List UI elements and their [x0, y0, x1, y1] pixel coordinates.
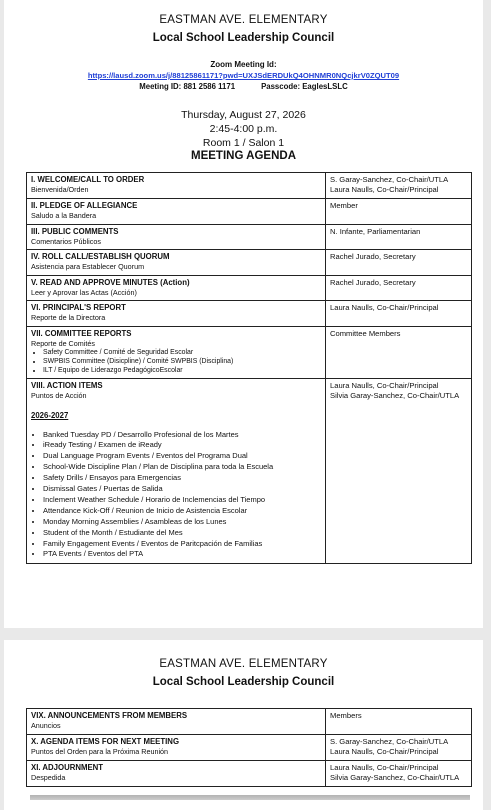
agenda-item-title: VIX. ANNOUNCEMENTS FROM MEMBERS: [31, 711, 188, 720]
school-name-page2: EASTMAN AVE. ELEMENTARY: [159, 658, 328, 670]
school-year-heading: 2026-2027: [31, 410, 69, 420]
responsible-cell: [326, 199, 472, 225]
agenda-row: [27, 224, 472, 250]
agenda-row: [27, 760, 472, 786]
agenda-item-subtitle: Puntos del Orden para la Próxima Reunión: [31, 746, 169, 756]
agenda-item-cell: [27, 173, 326, 199]
meeting-date-block: [4, 108, 483, 150]
agenda-item-cell: [27, 250, 326, 276]
responsible-person: Members: [330, 711, 362, 720]
agenda-item-title: X. AGENDA ITEMS FOR NEXT MEETING: [31, 736, 180, 746]
agenda-item-subtitle: Reporte de la Directora: [31, 313, 106, 322]
agenda-bullet-list: [31, 430, 321, 561]
responsible-person: S. Garay-Sanchez, Co-Chair/UTLA: [330, 736, 449, 746]
agenda-item-cell: [27, 709, 326, 735]
responsible-person: Rachel Jurado, Secretary: [330, 252, 416, 261]
agenda-item-subtitle: Bienvenida/Orden: [31, 185, 89, 194]
responsible-cell: [326, 250, 472, 276]
next-page-edge: [30, 795, 470, 800]
responsible-cell: [326, 224, 472, 250]
zoom-link[interactable]: https://lausd.zoom.us/j/88125861171?pwd=UXJSdERDUkQ4OHNMR0NQcjkrV0ZQUT09: [87, 71, 400, 80]
meeting-date: Thursday, August 27, 2026: [181, 109, 306, 121]
meeting-time: 2:45-4:00 p.m.: [209, 123, 278, 135]
agenda-row: [27, 173, 472, 199]
agenda-row: [27, 199, 472, 225]
responsible-person: Laura Naulls, Co-Chair/Principal: [330, 762, 439, 772]
agenda-row: [27, 250, 472, 276]
list-item: • Safety Drills / Ensayos para Emergencias: [43, 473, 321, 484]
agenda-row: [27, 734, 472, 760]
agenda-table-page2: [26, 708, 472, 787]
zoom-ids: [4, 82, 483, 91]
agenda-item-title: I. WELCOME/CALL TO ORDER: [31, 175, 145, 184]
agenda-table: [26, 172, 472, 564]
agenda-item-subtitle: Anuncios: [31, 721, 61, 730]
council-name-page2: Local School Leadership Council: [152, 676, 335, 688]
agenda-item-title: II. PLEDGE OF ALLEGIANCE: [31, 201, 138, 210]
meeting-room: Room 1 / Salon 1: [202, 137, 285, 149]
list-item: • Family Engagement Events / Eventos de Paritcpación de Familias: [43, 539, 321, 550]
agenda-item-cell: [27, 326, 326, 379]
passcode: Passcode: EaglesLSLC: [261, 82, 348, 91]
agenda-item-subtitle: Comentarios Públicos: [31, 236, 101, 246]
list-item: • iReady Testing / Examen de iReady: [43, 440, 321, 451]
responsible-person: Member: [330, 201, 358, 210]
council-name: Local School Leadership Council: [152, 32, 335, 44]
agenda-row: [27, 301, 472, 327]
meeting-id: Meeting ID: 881 2586 1171: [139, 82, 236, 91]
list-item: • Inclement Weather Schedule / Horario de Inclemencias del Tiempo: [43, 495, 321, 506]
agenda-bullet-list: [31, 348, 321, 375]
list-item: • Attendance Kick-Off / Reunion de Inicio de Asistencia Escolar: [43, 506, 321, 517]
responsible-person: Laura Naulls, Co-Chair/Principal: [330, 303, 439, 312]
list-item: • Monday Morning Assemblies / Asambleas de los Lunes: [43, 517, 321, 528]
responsible-person: S. Garay-Sanchez, Co-Chair/UTLA: [330, 175, 449, 184]
agenda-row: [27, 379, 472, 564]
page-divider: [0, 628, 491, 640]
agenda-page-2: [4, 640, 483, 810]
responsible-person: Laura Naulls, Co-Chair/Principal: [330, 185, 439, 194]
responsible-person: N. Infante, Parliamentarian: [330, 226, 421, 236]
school-name: EASTMAN AVE. ELEMENTARY: [159, 14, 328, 26]
agenda-row: [27, 709, 472, 735]
responsible-person: Rachel Jurado, Secretary: [330, 277, 416, 287]
agenda-item-subtitle: Puntos de Acción: [31, 391, 87, 400]
agenda-item-cell: [27, 224, 326, 250]
agenda-item-title: VI. PRINCIPAL'S REPORT: [31, 303, 126, 312]
agenda-item-cell: [27, 760, 326, 786]
agenda-item-cell: [27, 275, 326, 301]
agenda-item-title: IV. ROLL CALL/ESTABLISH QUORUM: [31, 252, 170, 261]
responsible-cell: [326, 173, 472, 199]
responsible-person: Committee Members: [330, 328, 401, 338]
list-item: • Banked Tuesday PD / Desarrollo Profesional de los Martes: [43, 430, 321, 441]
responsible-cell: [326, 326, 472, 379]
agenda-item-title: VII. COMMITTEE REPORTS: [31, 328, 132, 338]
list-item: • Dismissal Gates / Puertas de Salida: [43, 484, 321, 495]
agenda-item-cell: [27, 379, 326, 564]
responsible-person: Silvia Garay-Sanchez, Co-Chair/UTLA: [330, 391, 460, 400]
agenda-page-1: [4, 0, 483, 628]
list-item: • ILT / Equipo de Liderazgo PedagógicoEscolar: [43, 366, 321, 375]
responsible-cell: [326, 760, 472, 786]
list-item: • Safety Committee / Comité de Seguridad Escolar: [43, 348, 321, 357]
responsible-cell: [326, 734, 472, 760]
agenda-item-subtitle: Leer y Aprovar las Actas (Acción): [31, 287, 137, 297]
list-item: • SWPBIS Committee (Disicpline) / Comité SWPBIS (Disciplina): [43, 357, 321, 366]
list-item: • PTA Events / Eventos del PTA: [43, 549, 321, 560]
list-item: • Dual Language Program Events / Eventos del Programa Dual: [43, 451, 321, 462]
agenda-title: MEETING AGENDA: [191, 150, 296, 162]
responsible-cell: [326, 709, 472, 735]
responsible-person: Laura Naulls, Co-Chair/Principal: [330, 746, 439, 756]
list-item: • Student of the Month / Estudiante del Mes: [43, 528, 321, 539]
agenda-row: [27, 275, 472, 301]
agenda-item-title: VIII. ACTION ITEMS: [31, 381, 103, 390]
agenda-item-subtitle: Saludo a la Bandera: [31, 211, 97, 220]
responsible-cell: [326, 275, 472, 301]
agenda-item-title: XI. ADJOURNMENT: [31, 762, 104, 772]
agenda-item-title: III. PUBLIC COMMENTS: [31, 226, 119, 236]
responsible-cell: [326, 379, 472, 564]
list-item: • School-Wide Discipline Plan / Plan de Disciplina para toda la Escuela: [43, 462, 321, 473]
agenda-item-subtitle: Reporte de Comités: [31, 338, 95, 348]
responsible-cell: [326, 301, 472, 327]
zoom-title: Zoom Meeting Id:: [210, 60, 277, 69]
agenda-item-cell: [27, 199, 326, 225]
agenda-item-subtitle: Despedida: [31, 772, 66, 782]
agenda-item-cell: [27, 301, 326, 327]
agenda-item-cell: [27, 734, 326, 760]
agenda-item-subtitle: Asistencia para Establecer Quorum: [31, 262, 145, 271]
responsible-person: Laura Naulls, Co-Chair/Principal: [330, 381, 439, 390]
agenda-item-title: V. READ AND APPROVE MINUTES (Action): [31, 277, 190, 287]
agenda-row: [27, 326, 472, 379]
responsible-person: Silvia Garay-Sanchez, Co-Chair/UTLA: [330, 772, 460, 782]
